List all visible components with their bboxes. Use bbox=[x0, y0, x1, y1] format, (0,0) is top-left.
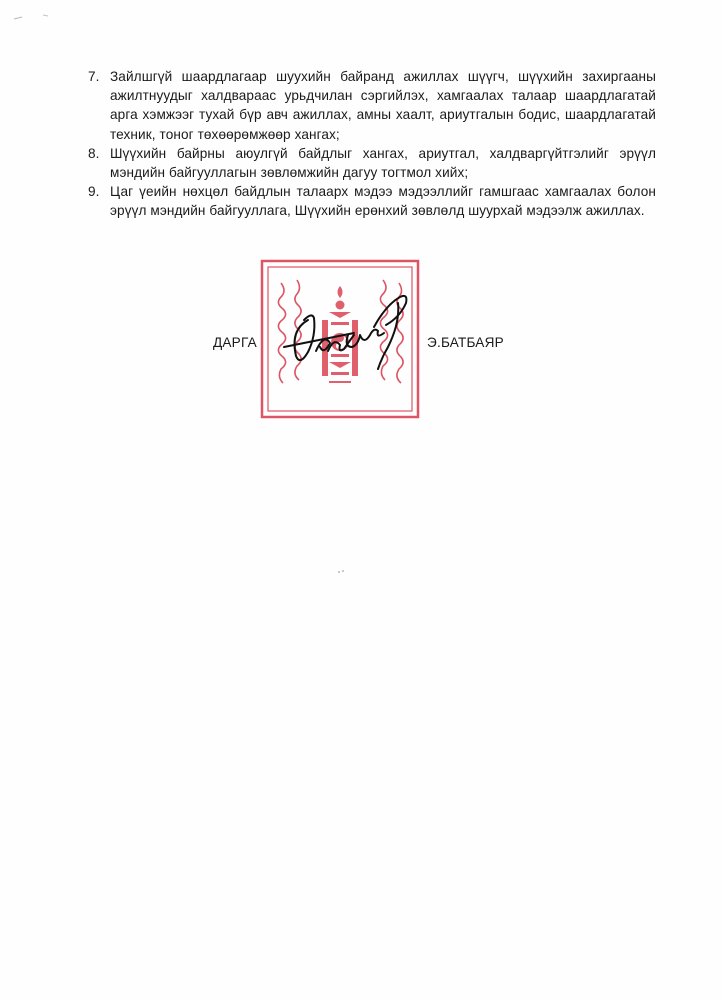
list-item bbox=[88, 67, 656, 144]
item-number: 9. bbox=[88, 184, 100, 200]
item-number: 8. bbox=[88, 145, 100, 161]
item-number: 7. bbox=[88, 69, 100, 84]
item-text: Цаг үеийн нөхцөл байдлын талаарх мэдээ мэдээллийг гамшгаас хамгаалах болон эрүүл мэндийн байгууллага, Шүүхийн ерөнхий зөвлөлд шуурхай мэдээлж ажиллах. bbox=[110, 184, 656, 219]
item-text: Зайлшгүй шаардлагаар шуухийн байранд ажиллах шүүгч, шүүхийн захиргааны ажилтнуудыг халдвараас урьдчилан сэргийлэх, хамгаалах талаар шаардлагатай арга хэмжээг тухай бүр авч ажиллах, амны хаалт, ариутгалын бодис, шаардлагатай техник, тоног төхөөрөмжөөр хангах; bbox=[110, 69, 656, 142]
item-text: Шүүхийн байрны аюулгүй байдлыг хангах, ариутгал, халдваргүйтгэлийг эрүүл мэндийн байгууллагын зөвлөмжийн дагуу тогтмол хийх; bbox=[110, 145, 656, 181]
signatory-name: Э.БАТБАЯР bbox=[427, 335, 504, 350]
numbered-list bbox=[88, 67, 656, 221]
list-item bbox=[88, 144, 656, 182]
signatory-title: ДАРГА bbox=[213, 335, 257, 350]
handwritten-signature bbox=[278, 285, 428, 375]
list-item bbox=[88, 182, 656, 220]
